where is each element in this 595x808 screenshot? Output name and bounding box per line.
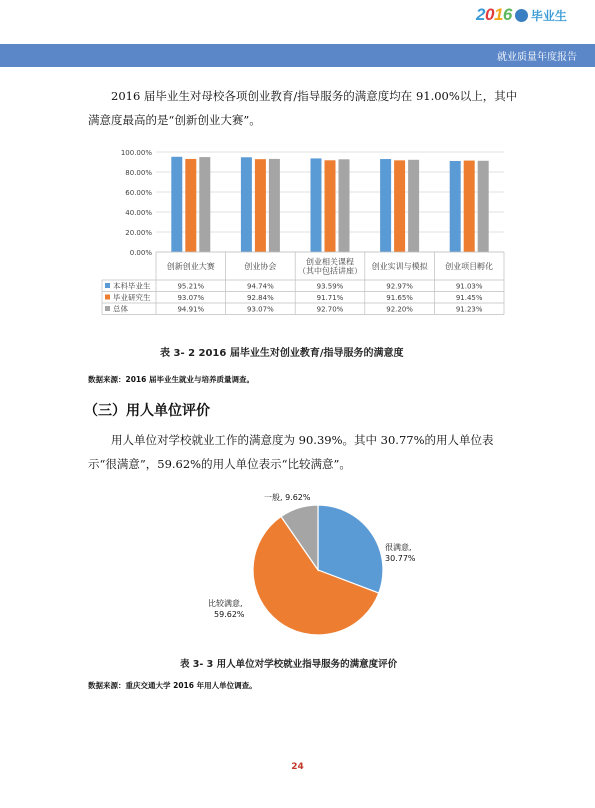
bar (241, 157, 252, 252)
y-tick-label: 60.00% (125, 189, 152, 197)
legend-key (105, 283, 110, 288)
data-value-label: 91.23% (455, 305, 483, 314)
bar (311, 158, 322, 252)
pie-label-value: 59.62% (214, 610, 245, 619)
bar (199, 157, 210, 252)
bar (464, 161, 475, 252)
bar (478, 161, 489, 252)
intro-paragraph: 2016 届毕业生对母校各项创业教育/指导服务的满意度均在 91.00%以上，其中满意度最高的是“创新创业大赛”。 (88, 89, 518, 127)
pie-label-value: 30.77% (385, 554, 416, 563)
data-value-label: 92.70% (316, 305, 344, 314)
bar (408, 160, 419, 252)
table-caption-3-2: 表 3- 2 2016 届毕业生对创业教育/指导服务的满意度 (160, 348, 404, 359)
y-tick-label: 20.00% (125, 229, 152, 237)
data-value-label: 95.21% (177, 282, 205, 291)
x-category-label: 创业项目孵化 (445, 262, 494, 271)
x-category-label: 创业实训与模拟 (371, 262, 428, 271)
legend-series-name: 毕业研究生 (113, 293, 151, 302)
logo-digit: 1 (493, 5, 503, 24)
page-number: 24 (291, 762, 304, 772)
data-value-label: 91.03% (455, 282, 483, 291)
data-value-label: 94.74% (247, 282, 274, 291)
data-value-label: 93.07% (247, 305, 274, 314)
report-logo (476, 4, 567, 26)
bar (269, 159, 280, 252)
legend-key (105, 295, 110, 300)
data-value-label: 91.65% (386, 294, 413, 302)
logo-text: 毕业生 (530, 8, 567, 23)
legend-key (105, 306, 110, 311)
x-category-label: 创业协会 (244, 262, 277, 271)
x-category-label: 创业相关课程 (306, 257, 354, 267)
data-source-2: 数据来源：重庆交通大学 2016 年用人单位调查。 (88, 681, 257, 690)
x-category-label: 创新创业大赛 (166, 262, 215, 271)
pie-label: 一般, 9.62% (264, 493, 311, 502)
employer-paragraph: 用人单位对学校就业工作的满意度为 90.39%。其中 30.77%的用人单位表示“很满意”，59.62%的用人单位表示“比较满意”。 (88, 433, 494, 471)
table-caption-3-3: 表 3- 3 用人单位对学校就业指导服务的满意度评价 (180, 659, 398, 670)
data-value-label: 91.45% (455, 294, 483, 302)
bar (380, 159, 391, 252)
pie-chart-svg (188, 486, 436, 644)
satisfaction-bar-chart (100, 140, 508, 322)
header-band-text: 就业质量年度报告 (497, 52, 577, 63)
data-value-label: 92.97% (386, 282, 413, 291)
y-tick-label: 0.00% (129, 249, 152, 257)
y-tick-label: 100.00% (120, 149, 152, 157)
section-title: （三）用人单位评价 (84, 403, 210, 419)
bar (450, 161, 461, 252)
bar (339, 159, 350, 252)
pie-label-name: 比较满意, (208, 599, 243, 608)
data-value-label: 93.59% (316, 282, 344, 291)
data-value-label: 92.84% (247, 294, 274, 302)
bar (255, 159, 266, 252)
data-value-label: 91.71% (316, 294, 344, 302)
logo-badge-icon (515, 9, 528, 22)
legend-series-name: 本科毕业生 (113, 281, 151, 291)
data-value-label: 92.20% (386, 305, 413, 314)
logo-digit: 0 (484, 5, 494, 24)
y-tick-label: 80.00% (125, 169, 152, 177)
data-value-label: 94.91% (177, 305, 205, 314)
data-source-1: 数据来源：2016 届毕业生就业与培养质量调查。 (88, 375, 254, 384)
legend-series-name: 总体 (113, 304, 128, 314)
x-category-label: （其中包括讲座） (298, 266, 362, 276)
logo-digit: 6 (502, 5, 512, 24)
data-value-label: 93.07% (177, 294, 205, 302)
pie-label-name: 很满意, (385, 543, 412, 552)
bar (394, 160, 405, 252)
bar (185, 159, 196, 252)
y-tick-label: 40.00% (125, 209, 152, 217)
employer-pie-chart (188, 486, 436, 644)
bar (325, 160, 336, 252)
bar (171, 157, 182, 252)
logo-year (476, 5, 512, 25)
bar-chart-svg (100, 140, 508, 322)
logo-digit: 2 (476, 5, 485, 24)
